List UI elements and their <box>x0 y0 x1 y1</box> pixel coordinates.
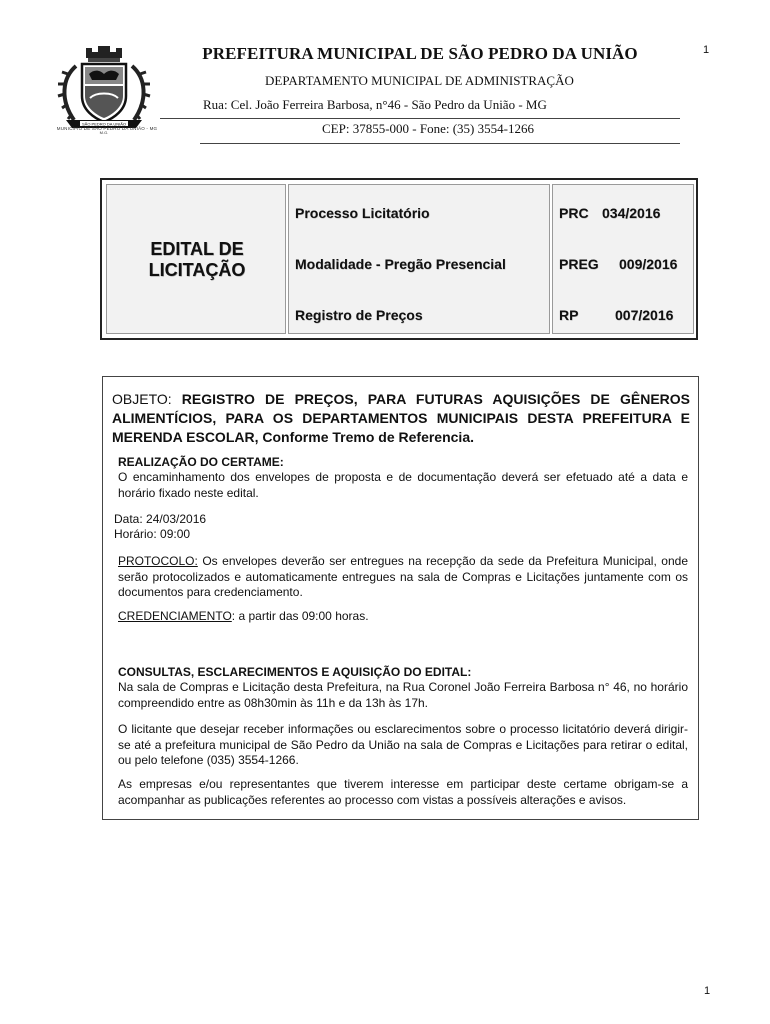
object-section <box>102 376 699 820</box>
credenciamento-text: : a partir das 09:00 horas. <box>231 609 369 623</box>
page-number-top: 1 <box>703 44 710 56</box>
municipal-crest-icon <box>56 44 152 136</box>
credenciamento-label: CREDENCIAMENTO <box>118 609 232 623</box>
page-title: PREFEITURA MUNICIPAL DE SÃO PEDRO DA UNIÃO <box>202 44 638 63</box>
protocolo-text: Os envelopes deverão ser entregues na recepção da sede da Prefeitura Municipal, onde serão protocolizados e automaticamente entregues na sala de Compras e Licitações juntamente com os documentos para credenciamento. <box>118 554 688 599</box>
department-name: DEPARTAMENTO MUNICIPAL DE ADMINISTRAÇÃO <box>265 73 574 88</box>
realizacao-date: Data: 24/03/2016 <box>114 512 207 526</box>
row-label-modalidade: Modalidade - Pregão Presencial <box>295 256 506 272</box>
code-prc: PRC <box>559 205 589 221</box>
code-rp: RP <box>559 307 579 323</box>
page-number-bottom: 1 <box>704 985 711 997</box>
header-divider <box>160 118 680 119</box>
protocolo-paragraph <box>118 554 688 601</box>
number-rp: 007/2016 <box>615 307 674 323</box>
number-prc: 034/2016 <box>602 205 661 221</box>
row-label-processo: Processo Licitatório <box>295 205 430 221</box>
header-divider <box>200 143 680 144</box>
object-text: REGISTRO DE PREÇOS, PARA FUTURAS AQUISIÇÕES DE GÊNEROS ALIMENTÍCIOS, PARA OS DEPARTAMENTOS MUNICIPAIS DESTA PREFEITURA E MERENDA ESCOLAR, Conforme Tremo de Referencia. <box>112 391 690 445</box>
consultas-text: Na sala de Compras e Licitação desta Prefeitura, na Rua Coronel João Ferreira Barbosa n° 46, no horário compreendido entre as 08h30min às 11h e da 13h às 17h. <box>118 680 688 710</box>
realizacao-time: Horário: 09:00 <box>114 527 191 541</box>
edital-title-line: EDITAL DE <box>150 239 244 259</box>
contact-line: CEP: 37855-000 - Fone: (35) 3554-1266 <box>322 121 534 136</box>
number-preg: 009/2016 <box>619 256 678 272</box>
edital-title-cell <box>106 184 286 334</box>
consultas-heading: CONSULTAS, ESCLARECIMENTOS E AQUISIÇÃO DO EDITAL: <box>118 665 472 679</box>
consultas-paragraph-2: O licitante que desejar receber informações ou esclarecimentos sobre o processo licitatório deverá dirigir-se até a prefeitura municipal de São Pedro da União na sala de Compras e Licitações para retirar o edital, ou pelo telefone (035) 3554-1266. <box>118 722 688 767</box>
edital-codes-cell <box>552 184 694 334</box>
row-label-registro: Registro de Preços <box>295 307 423 323</box>
realizacao-heading: REALIZAÇÃO DO CERTAME: <box>118 455 284 469</box>
svg-text:SÃO PEDRO DA UNIÃO: SÃO PEDRO DA UNIÃO <box>81 121 127 127</box>
object-statement <box>112 390 690 447</box>
edital-info-table <box>100 178 698 340</box>
consultas-paragraph-3: As empresas e/ou representantes que tiverem interesse em participar deste certame obrigam-se a acompanhar as publicações referentes ao processo com vistas a possíveis alterações e avisos. <box>118 777 688 807</box>
code-preg: PREG <box>559 256 599 272</box>
object-label: OBJETO: <box>112 391 172 407</box>
crest-caption: MUNICÍPIO DE SÃO PEDRO DA UNIÃO - MG <box>56 126 158 131</box>
realizacao-text: O encaminhamento dos envelopes de proposta e de documentação deverá ser efetuado até a data e horário fixado neste edital. <box>118 470 688 500</box>
edital-title <box>107 239 287 281</box>
svg-text:M.G.: M.G. <box>99 130 109 135</box>
protocolo-label: PROTOCOLO: <box>118 554 198 568</box>
edital-labels-cell <box>288 184 550 334</box>
edital-title-line: LICITAÇÃO <box>148 260 246 280</box>
credenciamento-paragraph <box>118 609 688 625</box>
address-line: Rua: Cel. João Ferreira Barbosa, n°46 - São Pedro da União - MG <box>203 97 547 112</box>
